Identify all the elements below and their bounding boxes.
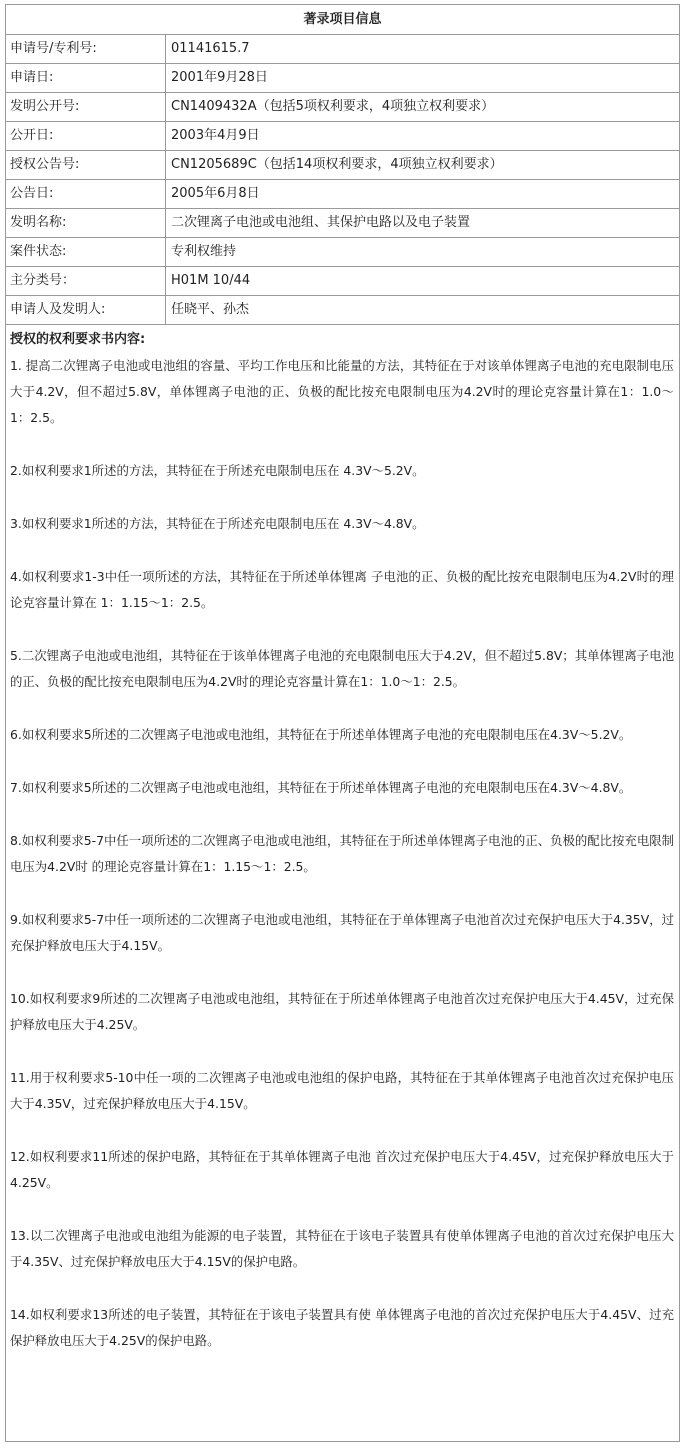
row-label: 申请号/专利号: xyxy=(6,35,166,63)
claims-heading: 授权的权利要求书内容: xyxy=(10,332,146,347)
patent-info-table xyxy=(5,4,680,1442)
row-label: 主分类号： xyxy=(6,267,166,295)
row-value: CN1205689C（包括14项权利要求，4项独立权利要求） xyxy=(171,157,503,172)
claim-item: 12.如权利要求11所述的保护电路，其特征在于其单体锂离子电池 首次过充保护电压大于4.45V，过充保护释放电压大于4.25V。 xyxy=(10,1149,674,1190)
claims-section xyxy=(6,327,679,1354)
claim-item: 2.如权利要求1所述的方法，其特征在于所述充电限制电压在 4.3V～5.2V。 xyxy=(10,463,425,478)
table-title: 著录项目信息 xyxy=(6,5,679,35)
row-value: H01M 10/44 xyxy=(171,273,251,288)
row-label: 申请人及发明人: xyxy=(6,296,166,324)
claim-item: 13.以二次锂离子电池或电池组为能源的电子装置，其特征在于该电子装置具有使单体锂离子电池的首次过充保护电压大于4.35V、过充保护释放电压大于4.15V的保护电路。 xyxy=(10,1228,674,1269)
row-value: 2005年6月8日 xyxy=(171,186,260,201)
row-publication-number xyxy=(6,93,679,122)
row-value: CN1409432A（包括5项权利要求，4项独立权利要求） xyxy=(171,99,495,114)
row-application-date xyxy=(6,64,679,93)
claim-item: 6.如权利要求5所述的二次锂离子电池或电池组，其特征在于所述单体锂离子电池的充电限制电压在4.3V～5.2V。 xyxy=(10,727,632,742)
claim-item: 10.如权利要求9所述的二次锂离子电池或电池组，其特征在于所述单体锂离子电池首次过充保护电压大于4.45V，过充保护释放电压大于4.25V。 xyxy=(10,991,674,1032)
row-case-status xyxy=(6,238,679,267)
claim-item: 3.如权利要求1所述的方法，其特征在于所述充电限制电压在 4.3V～4.8V。 xyxy=(10,516,425,531)
row-value: 2001年9月28日 xyxy=(171,70,268,85)
row-value: 01141615.7 xyxy=(171,41,250,56)
row-value: 任晓平、孙杰 xyxy=(171,302,250,317)
row-grant-number xyxy=(6,151,679,180)
claim-item: 14.如权利要求13所述的电子装置，其特征在于该电子装置具有使 单体锂离子电池的首次过充保护电压大于4.45V、过充保护释放电压大于4.25V的保护电路。 xyxy=(10,1307,674,1348)
row-value: 二次锂离子电池或电池组、其保护电路以及电子装置 xyxy=(171,215,471,230)
claim-item: 7.如权利要求5所述的二次锂离子电池或电池组，其特征在于所述单体锂离子电池的充电限制电压在4.3V～4.8V。 xyxy=(10,780,632,795)
row-label: 授权公告号: xyxy=(6,151,166,179)
row-publication-date xyxy=(6,122,679,151)
row-label: 申请日: xyxy=(6,64,166,92)
row-label: 案件状态: xyxy=(6,238,166,266)
row-label: 发明名称: xyxy=(6,209,166,237)
row-label: 公告日: xyxy=(6,180,166,208)
claim-item: 4.如权利要求1-3中任一项所述的方法，其特征在于所述单体锂离 子电池的正、负极的配比按充电限制电压为4.2V时的理论克容量计算在 1：1.15～1：2.5。 xyxy=(10,569,674,610)
claim-item: 5.二次锂离子电池或电池组，其特征在于该单体锂离子电池的充电限制电压大于4.2V，但不超过5.8V；其单体锂离子电池的正、负极的配比按充电限制电压为4.2V时的理论克容量计算在1：1.0～1：2.5。 xyxy=(10,648,674,689)
row-grant-date xyxy=(6,180,679,209)
row-value: 专利权维持 xyxy=(171,244,237,259)
claim-item: 11.用于权利要求5-10中任一项的二次锂离子电池或电池组的保护电路，其特征在于其单体锂离子电池首次过充保护电压大于4.35V，过充保护释放电压大于4.15V。 xyxy=(10,1070,674,1111)
row-applicant-inventor xyxy=(6,296,679,325)
row-application-number xyxy=(6,35,679,64)
row-invention-title xyxy=(6,209,679,238)
claim-item: 9.如权利要求5-7中任一项所述的二次锂离子电池或电池组，其特征在于单体锂离子电池首次过充保护电压大于4.35V，过充保护释放电压大于4.15V。 xyxy=(10,912,674,953)
row-main-classification xyxy=(6,267,679,296)
row-label: 发明公开号: xyxy=(6,93,166,121)
row-value: 2003年4月9日 xyxy=(171,128,260,143)
claim-item: 8.如权利要求5-7中任一项所述的二次锂离子电池或电池组，其特征在于所述单体锂离子电池的正、负极的配比按充电限制电压为4.2V时 的理论克容量计算在1：1.15～1：2.5。 xyxy=(10,833,674,874)
claim-item: 1. 提高二次锂离子电池或电池组的容量、平均工作电压和比能量的方法，其特征在于对该单体锂离子电池的充电限制电压大于4.2V，但不超过5.8V，单体锂离子电池的正、负极的配比按充电限制电压为4.2V时的理论克容量计算在1：1.0～1：2.5。 xyxy=(10,358,674,425)
row-label: 公开日: xyxy=(6,122,166,150)
